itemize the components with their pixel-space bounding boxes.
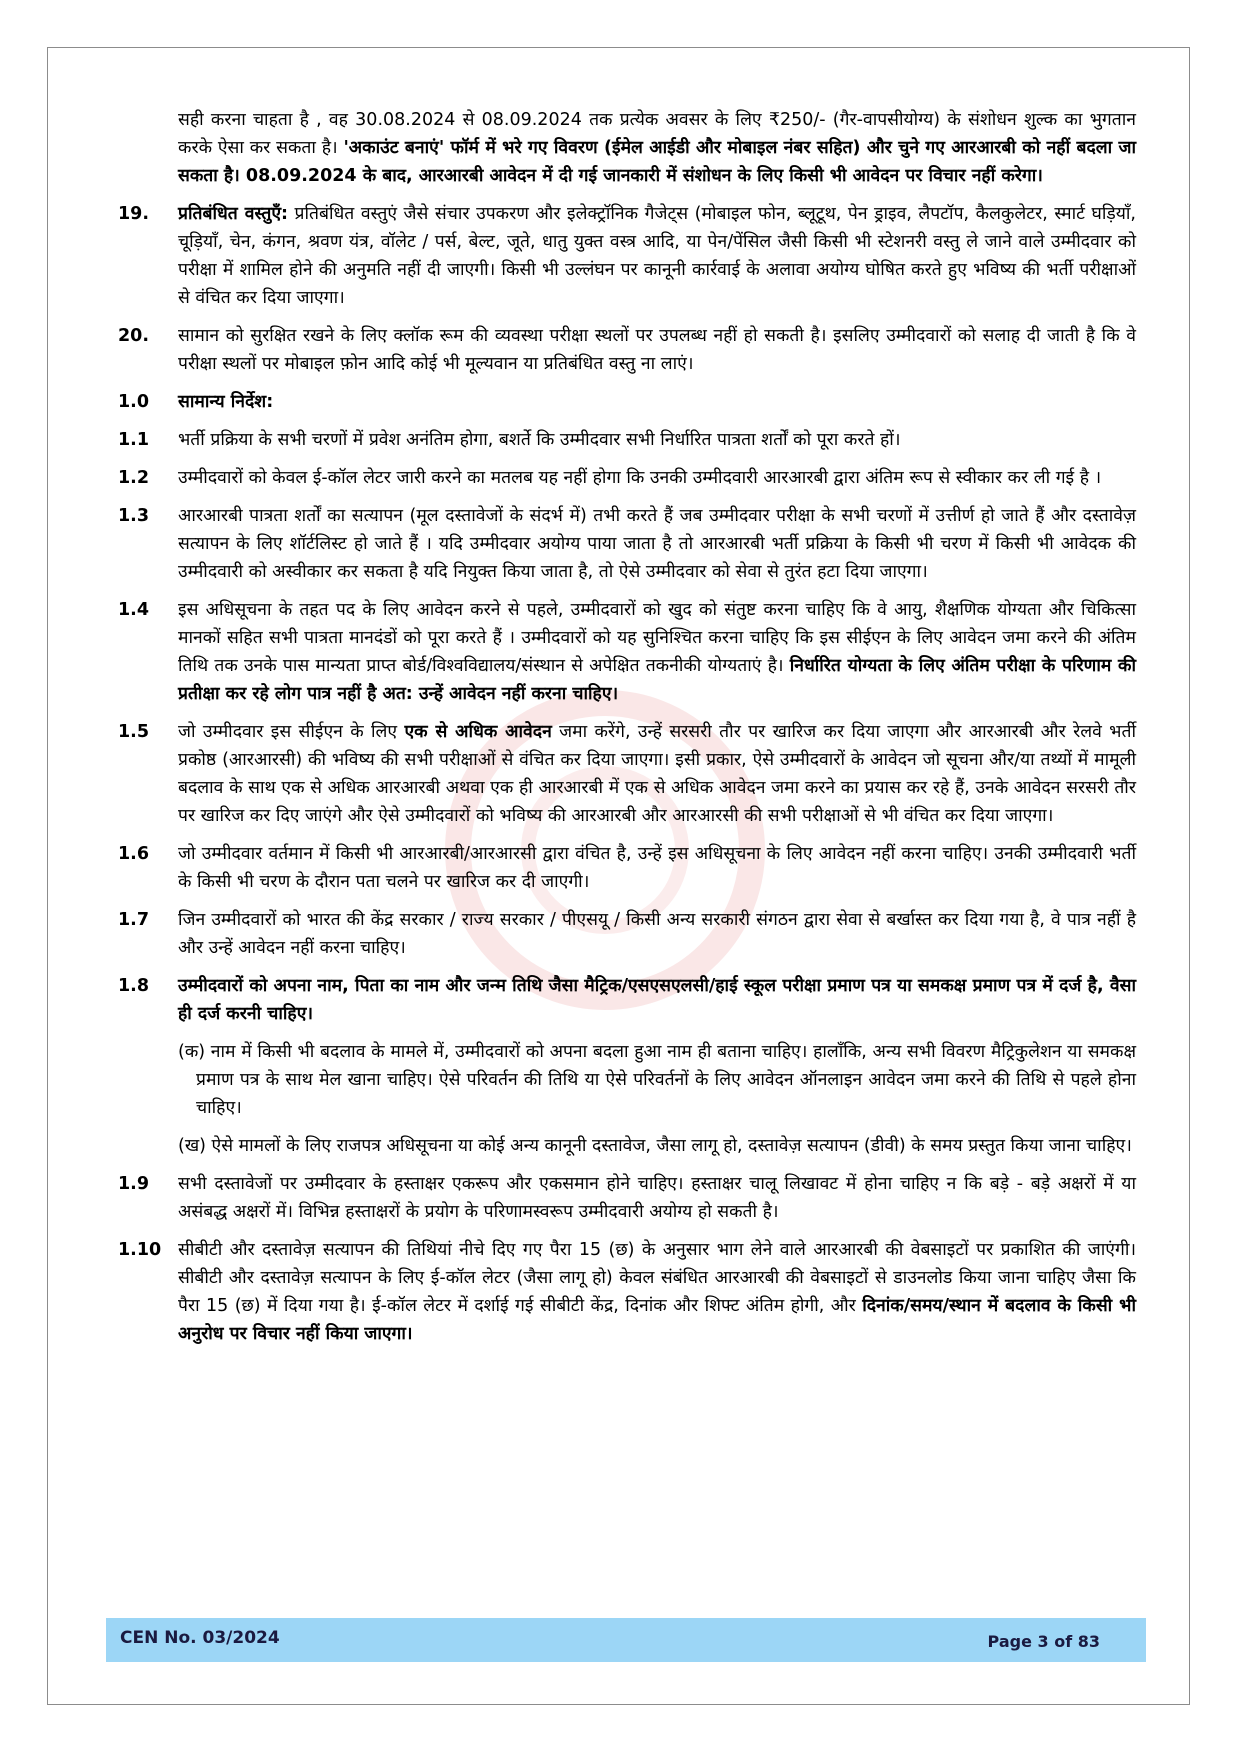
item-text: सामान को सुरक्षित रखने के लिए क्लॉक रूम की व्यवस्था परीक्षा स्थलों पर उपलब्ध नहीं हो सकती है। इसलिए उम्मीदवारों को सलाह दी जाती है कि वे परीक्षा स्थलों पर मोबाइल फ़ोन आदि कोई भी मूल्यवान या प्रतिबंधित वस्तु ना लाएं।: [178, 326, 1136, 374]
point-number: 1.1: [118, 430, 150, 450]
point-1-8: [118, 972, 1136, 1028]
intro-bold-text: 'अकाउंट बनाएं' फॉर्म में भरे गए विवरण (ईमेल आईडी और मोबाइल नंबर सहित) और चुने गए आरआरबी को नहीं बदला जा सकता है। 08.09.2024 के बाद, आरआरबी आवेदन में दी गई जानकारी में संशोधन के लिए किसी भी आवेदन पर विचार नहीं करेगा।: [178, 138, 1136, 186]
item-19: [118, 200, 1136, 312]
point-text: आरआरबी पात्रता शर्तों का सत्यापन (मूल दस्तावेजों के संदर्भ में) तभी करते हैं जब उम्मीदवार परीक्षा के सभी चरणों में उत्तीर्ण हो जाते हैं और दस्तावेज़ सत्यापन के लिए शॉर्टलिस्ट हो जाते हैं । यदि उम्मीदवार अयोग्य पाया जाता है तो आरआरबी भर्ती प्रक्रिया के किसी भी चरण में किसी भी आवेदक की उम्मीदवारी को अस्वीकार कर सकता है यदि नियुक्त किया जाता है, तो ऐसे उम्मीदवार को सेवा से तुरंत हटा दिया जाएगा।: [178, 506, 1136, 582]
point-number: 1.9: [118, 1174, 150, 1194]
point-bold-text: दिनांक/समय/स्थान में बदलाव के किसी भी अनुरोध पर विचार नहीं किया जाएगा।: [178, 1296, 1136, 1344]
point-number: 1.7: [118, 910, 150, 930]
point-bold-text: एक से अधिक आवेदन: [404, 722, 552, 742]
sub-point-kha: [118, 1132, 1136, 1160]
point-1-5: [118, 718, 1136, 830]
item-heading: प्रतिबंधित वस्तुएँ:: [178, 204, 288, 224]
point-number: 1.2: [118, 468, 150, 488]
document-body: [118, 106, 1136, 1358]
point-1-6: [118, 840, 1136, 896]
point-text: उम्मीदवारों को केवल ई-कॉल लेटर जारी करने का मतलब यह नहीं होगा कि उनकी उम्मीदवारी आरआरबी द्वारा अंतिम रूप से स्वीकार कर ली गई है ।: [178, 468, 1102, 488]
point-number: 1.5: [118, 722, 150, 742]
item-number: 19.: [118, 204, 150, 224]
point-text: जो उम्मीदवार इस सीईएन के लिए: [178, 722, 405, 742]
section-number: 1.0: [118, 392, 150, 412]
item-20: [118, 322, 1136, 378]
sub-point-ka: [118, 1038, 1136, 1122]
point-text: इस अधिसूचना के तहत पद के लिए आवेदन करने से पहले, उम्मीदवारों को खुद को संतुष्ट करना चाहिए कि वे आयु, शैक्षणिक योग्यता और चिकित्सा मानकों सहित सभी पात्रता मानदंडों को पूरा करते हैं । उम्मीदवारों को यह सुनिश्चित करना चाहिए कि इस सीईएन के लिए आवेदन जमा करने की अंतिम तिथि तक उनके पास मान्यता प्राप्त बोर्ड/विश्वविद्यालय/संस्थान से अपेक्षित तकनीकी योग्यताएं है।: [178, 600, 1136, 676]
point-1-3: [118, 502, 1136, 586]
point-text-cont: जमा करेंगे, उन्हें सरसरी तौर पर खारिज कर दिया जाएगा और आरआरबी और रेलवे भर्ती प्रकोष्ठ (आरआरसी) की भविष्य की सभी परीक्षाओं से वंचित कर दिया जाएगा। इसी प्रकार, ऐसे उम्मीदवारों के आवेदन जो सूचना और/या तथ्यों में मामूली बदलाव के साथ एक से अधिक आरआरबी अथवा एक ही आरआरबी में एक से अधिक आवेदन जमा करने का प्रयास कर रहे हैं, उनके आवेदन सरसरी तौर पर खारिज कर दिए जाएंगे और ऐसे उम्मीदवारों को भविष्य की आरआरबी और आरआरसी की सभी परीक्षाओं से भी वंचित कर दिया जाएगा।: [178, 722, 1136, 826]
point-text: जिन उम्मीदवारों को भारत की केंद्र सरकार / राज्य सरकार / पीएसयू / किसी अन्य सरकारी संगठन द्वारा सेवा से बर्खास्त कर दिया गया है, वे पात्र नहीं है और उन्हें आवेदन नहीं करना चाहिए।: [178, 910, 1136, 958]
point-text: जो उम्मीदवार वर्तमान में किसी भी आरआरबी/आरआरसी द्वारा वंचित है, उन्हें इस अधिसूचना के लिए आवेदन नहीं करना चाहिए। उनकी उम्मीदवारी भर्ती के किसी भी चरण के दौरान पता चलने पर खारिज कर दी जाएगी।: [178, 844, 1136, 892]
point-number: 1.4: [118, 600, 150, 620]
point-1-1: [118, 426, 1136, 454]
page-footer: [106, 1618, 1146, 1662]
point-text: सभी दस्तावेजों पर उम्मीदवार के हस्ताक्षर एकरूप और एकसमान होने चाहिए। हस्ताक्षर चालू लिखावट में होना चाहिए न कि बड़े - बड़े अक्षरों में या असंबद्ध अक्षरों में। विभिन्न हस्ताक्षरों के प्रयोग के परिणामस्वरूप उम्मीदवारी अयोग्य हो सकती है।: [178, 1174, 1136, 1222]
cen-number: CEN No. 03/2024: [120, 1628, 280, 1648]
point-1-4: [118, 596, 1136, 708]
section-heading: [118, 388, 1136, 416]
point-text: सीबीटी और दस्तावेज़ सत्यापन की तिथियां नीचे दिए गए पैरा 15 (छ) के अनुसार भाग लेने वाले आरआरबी की वेबसाइटों पर प्रकाशित की जाएंगी। सीबीटी और दस्तावेज़ सत्यापन के लिए ई-कॉल लेटर (जैसा लागू हो) केवल संबंधित आरआरबी की वेबसाइटों से डाउनलोड किया जाना चाहिए जैसा कि पैरा 15 (छ) में दिया गया है। ई-कॉल लेटर में दर्शाई गई सीबीटी केंद्र, दिनांक और शिफ्ट अंतिम होगी, और: [178, 1240, 1136, 1316]
point-number: 1.3: [118, 506, 150, 526]
point-1-2: [118, 464, 1136, 492]
point-number: 1.10: [118, 1240, 162, 1260]
point-1-7: [118, 906, 1136, 962]
item-text: प्रतिबंधित वस्तुएं जैसे संचार उपकरण और इलेक्ट्रॉनिक गैजेट्स (मोबाइल फोन, ब्लूटूथ, पेन ड्राइव, लैपटॉप, कैलकुलेटर, स्मार्ट घड़ियाँ, चूड़ियाँ, चेन, कंगन, श्रवण यंत्र, वॉलेट / पर्स, बेल्ट, जूते, धातु युक्त वस्त्र आदि, या पेन/पेंसिल जैसी किसी भी स्टेशनरी वस्तु ले जाने वाले उम्मीदवार को परीक्षा में शामिल होने की अनुमति नहीं दी जाएगी। किसी भी उल्लंघन पर कानूनी कार्रवाई के अलावा अयोग्य घोषित करते हुए भविष्य की भर्ती परीक्षाओं से वंचित कर दिया जाएगा।: [178, 204, 1136, 308]
page-number: Page 3 of 83: [987, 1632, 1100, 1651]
intro-text: सही करना चाहता है , वह 30.08.2024 से 08.09.2024 तक प्रत्येक अवसर के लिए ₹250/- (गैर-वापसीयोग्य) के संशोधन शुल्क का भुगतान करके ऐसा कर सकता है।: [178, 110, 1136, 158]
sub-point-text: (ख) ऐसे मामलों के लिए राजपत्र अधिसूचना या कोई अन्य कानूनी दस्तावेज, जैसा लागू हो, दस्तावेज़ सत्यापन (डीवी) के समय प्रस्तुत किया जाना चाहिए।: [178, 1136, 1132, 1156]
sub-point-text: (क) नाम में किसी भी बदलाव के मामले में, उम्मीदवारों को अपना बदला हुआ नाम ही बताना चाहिए। हालाँकि, अन्य सभी विवरण मैट्रिकुलेशन या समकक्ष प्रमाण पत्र के साथ मेल खाना चाहिए। ऐसे परिवर्तन की तिथि या ऐसे परिवर्तनों के लिए आवेदन ऑनलाइन आवेदन जमा करने की तिथि से पहले होना चाहिए।: [178, 1042, 1136, 1118]
point-number: 1.8: [118, 976, 150, 996]
point-bold-text: उम्मीदवारों को अपना नाम, पिता का नाम और जन्म तिथि जैसा मैट्रिक/एसएसएलसी/हाई स्कूल परीक्षा प्रमाण पत्र या समकक्ष प्रमाण पत्र में दर्ज है, वैसा ही दर्ज करनी चाहिए।: [178, 976, 1136, 1024]
item-number: 20.: [118, 326, 150, 346]
point-1-9: [118, 1170, 1136, 1226]
section-title: सामान्य निर्देश:: [178, 392, 274, 412]
point-1-10: [118, 1236, 1136, 1348]
intro-paragraph: [118, 106, 1136, 190]
point-text: भर्ती प्रक्रिया के सभी चरणों में प्रवेश अनंतिम होगा, बशर्ते कि उम्मीदवार सभी निर्धारित पात्रता शर्तों को पूरा करते हों।: [178, 430, 901, 450]
point-number: 1.6: [118, 844, 150, 864]
point-bold-text: निर्धारित योग्यता के लिए अंतिम परीक्षा के परिणाम की प्रतीक्षा कर रहे लोग पात्र नहीं है अत: उन्हें आवेदन नहीं करना चाहिए।: [178, 656, 1136, 704]
